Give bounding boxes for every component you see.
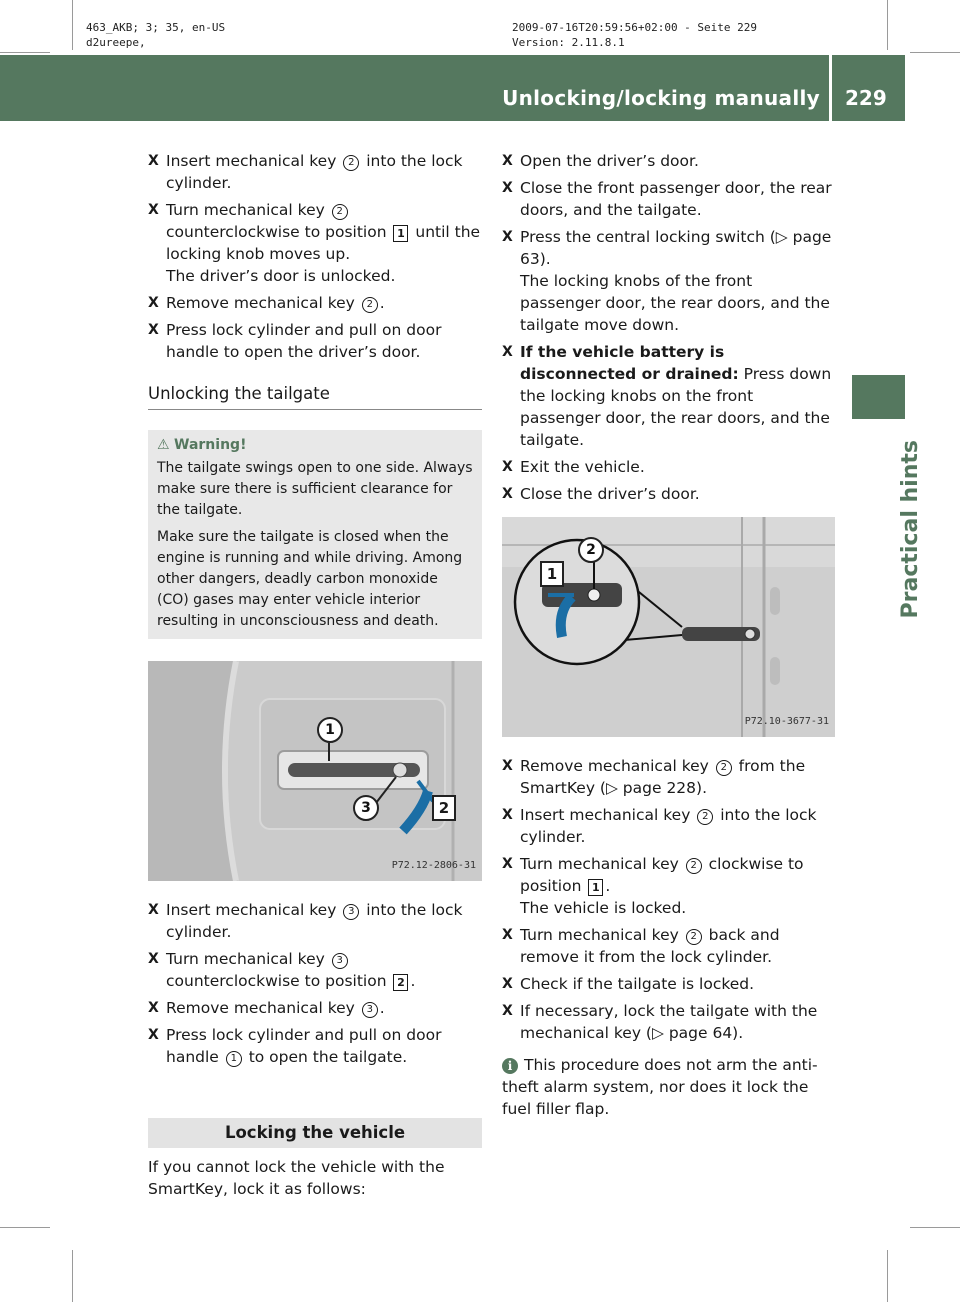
driver-door-lock-illustration — [502, 517, 835, 737]
steps-lock-driver — [502, 755, 835, 1044]
warning-text: The tailgate swings open to one side. Always make sure there is sufficient clearance for the tailgate. — [157, 460, 473, 518]
step-arrow-icon: X — [148, 295, 159, 311]
callout-1: 1 — [317, 717, 343, 743]
step-arrow-icon: X — [502, 927, 513, 943]
callout-symbol: 1 — [226, 1051, 242, 1067]
list-item: X Close the front passenger door, the rear doors, and the tailgate. — [502, 179, 832, 219]
step-arrow-icon: X — [502, 153, 513, 169]
callout-symbol: 2 — [332, 204, 348, 220]
steps-unlock-tailgate — [148, 899, 482, 1068]
driver-door-lock-figure — [502, 517, 835, 737]
position-1-box: 1 — [540, 561, 564, 587]
step-arrow-icon: X — [502, 344, 513, 360]
position-symbol: 2 — [393, 974, 408, 991]
callout-symbol: 2 — [686, 929, 702, 945]
info-note — [502, 1054, 835, 1120]
list-item: X Remove mechanical key 2 from the SmartKey (▷ page 228). — [502, 757, 806, 797]
step-arrow-icon: X — [148, 202, 159, 218]
list-item: X Press lock cylinder and pull on door handle to open the driver’s door. — [148, 321, 442, 361]
meta-line: Version: 2.11.8.1 — [512, 36, 625, 49]
callout-symbol: 2 — [697, 809, 713, 825]
step-arrow-icon: X — [148, 902, 159, 918]
list-item: X Insert mechanical key 2 into the lock cylinder. — [502, 806, 817, 846]
figure-code: P72.10-3677-31 — [744, 716, 829, 727]
step-arrow-icon: X — [502, 856, 513, 872]
section-heading: Unlocking the tailgate — [148, 383, 482, 410]
steps-unlock-driver — [148, 150, 482, 363]
meta-line: 2009-07-16T20:59:56+02:00 - Seite 229 — [512, 21, 758, 34]
page-title: Unlocking/locking manually — [502, 86, 820, 110]
step-arrow-icon: X — [502, 486, 513, 502]
step-result: The locking knobs of the front passenger door, the rear doors, and the tailgate move down. — [520, 272, 830, 334]
step-arrow-icon: X — [502, 758, 513, 774]
meta-line: d2ureepe, — [86, 36, 146, 49]
list-item: X Press lock cylinder and pull on door handle 1 to open the tailgate. — [148, 1026, 442, 1066]
step-result: The vehicle is locked. — [520, 899, 687, 917]
step-bold-label: If the vehicle battery is disconnected or drained: — [520, 343, 739, 383]
list-item: X If necessary, lock the tailgate with the mechanical key (▷ page 64). — [502, 1002, 818, 1042]
position-symbol: 1 — [393, 225, 408, 242]
info-text: This procedure does not arm the anti-theft alarm system, nor does it lock the fuel filler flap. — [502, 1056, 818, 1118]
step-arrow-icon: X — [502, 459, 513, 475]
list-item: X Check if the tailgate is locked. — [502, 975, 755, 993]
list-item: X Remove mechanical key 2 . — [148, 294, 385, 312]
step-arrow-icon: X — [502, 229, 513, 245]
callout-symbol: 3 — [332, 953, 348, 969]
locking-intro: If you cannot lock the vehicle with the SmartKey, lock it as follows: — [148, 1158, 445, 1198]
steps-lock-prep — [502, 150, 835, 505]
right-column — [502, 150, 835, 1120]
list-item: X Turn mechanical key 3 counterclockwise to position 2 . — [148, 950, 416, 990]
list-item: X Remove mechanical key 3 . — [148, 999, 385, 1017]
warning-title: Warning! — [174, 437, 247, 453]
list-item: X Turn mechanical key 2 clockwise to position 1 . The vehicle is locked. — [502, 853, 835, 919]
list-item: X Open the driver’s door. — [502, 152, 699, 170]
info-icon: i — [502, 1058, 518, 1074]
callout-3: 3 — [353, 795, 379, 821]
step-result: The driver’s door is unlocked. — [166, 267, 396, 285]
crop-mark — [910, 1227, 960, 1228]
step-arrow-icon: X — [502, 1003, 513, 1019]
crop-mark — [0, 52, 50, 53]
step-arrow-icon: X — [148, 951, 159, 967]
chapter-tab — [852, 375, 905, 419]
position-symbol: 1 — [588, 879, 603, 896]
warning-box — [148, 430, 482, 639]
callout-symbol: 2 — [716, 760, 732, 776]
step-arrow-icon: X — [502, 180, 513, 196]
list-item: X Press the central locking switch (▷ page 63). The locking knobs of the front passenger door, the rear doors, and the tailgate move down. — [502, 226, 835, 336]
step-arrow-icon: X — [148, 1027, 159, 1043]
crop-mark — [72, 1250, 73, 1302]
locking-heading: Locking the vehicle — [148, 1118, 482, 1148]
callout-symbol: 2 — [362, 297, 378, 313]
crop-mark — [887, 0, 888, 50]
step-arrow-icon: X — [148, 1000, 159, 1016]
callout-symbol: 3 — [362, 1002, 378, 1018]
list-item: X Close the driver’s door. — [502, 485, 700, 503]
callout-symbol: 2 — [686, 858, 702, 874]
list-item: X Exit the vehicle. — [502, 458, 645, 476]
crop-mark — [887, 1250, 888, 1302]
warning-header — [157, 435, 473, 456]
chapter-label — [872, 440, 923, 840]
crop-mark — [72, 0, 73, 50]
warning-text: Make sure the tailgate is closed when the engine is running and while driving. Among other dangers, deadly carbon monoxide (CO) gases may enter vehicle interior resulting in unconsciousness and death. — [157, 529, 463, 629]
print-meta-left — [86, 20, 225, 50]
figure-code: P72.12-2806-31 — [391, 860, 476, 871]
callout-2: 2 — [578, 537, 604, 563]
print-meta-right — [512, 20, 757, 50]
list-item: X Insert mechanical key 2 into the lock cylinder. — [148, 152, 463, 192]
callout-symbol: 3 — [343, 904, 359, 920]
position-2-box: 2 — [432, 795, 456, 821]
step-arrow-icon: X — [148, 322, 159, 338]
step-arrow-icon: X — [502, 807, 513, 823]
step-arrow-icon: X — [502, 976, 513, 992]
tailgate-lock-figure — [148, 661, 482, 881]
header-divider — [829, 55, 832, 121]
chapter-label-text: Practical hints — [898, 440, 923, 619]
list-item: X Turn mechanical key 2 counterclockwise to position 1 until the locking knob moves up. The driver’s door is unlocked. — [148, 201, 481, 285]
crop-mark — [0, 1227, 50, 1228]
meta-line: 463_AKB; 3; 35, en-US — [86, 21, 226, 34]
list-item: X Insert mechanical key 3 into the lock cylinder. — [148, 901, 463, 941]
left-column — [148, 150, 482, 1200]
page-number: 229 — [845, 86, 887, 110]
step-arrow-icon: X — [148, 153, 159, 169]
crop-mark — [910, 52, 960, 53]
list-item: X If the vehicle battery is disconnected or drained: Press down the locking knobs on the front passenger door, the rear doors, and the tailgate. — [502, 343, 832, 449]
tailgate-lock-illustration — [148, 661, 482, 881]
warning-triangle-icon: ⚠ — [157, 437, 170, 453]
callout-symbol: 2 — [343, 155, 359, 171]
list-item: X Turn mechanical key 2 back and remove it from the lock cylinder. — [502, 926, 780, 966]
